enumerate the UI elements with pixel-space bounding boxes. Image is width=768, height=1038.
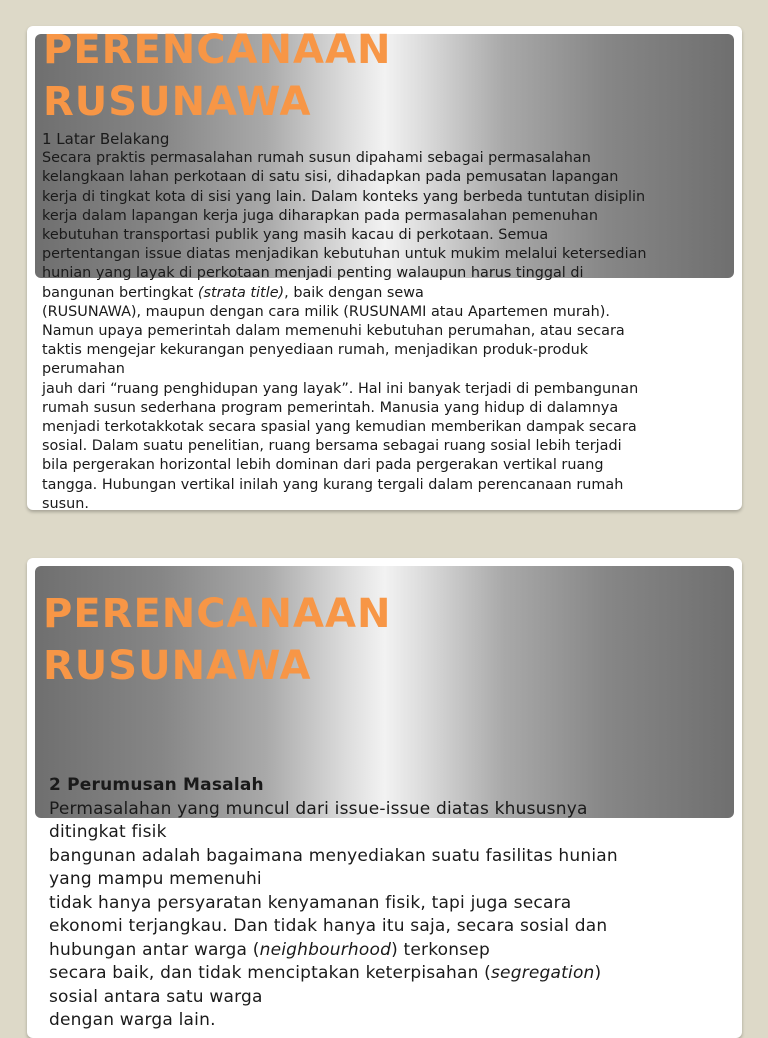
body-line	[49, 939, 730, 963]
italic-term: neighbourhood	[259, 939, 392, 960]
slide-2-body	[49, 774, 730, 1033]
body-text: bangunan bertingkat	[42, 284, 198, 301]
slide-1-title-line-1: PERENCANAAN	[43, 27, 392, 73]
slide-2-title-line-1: PERENCANAAN	[43, 591, 392, 637]
body-line: kerja di tingkat kota di sisi yang lain. Dalam konteks yang berbeda tuntutan disiplin	[42, 188, 646, 205]
body-line: kerja dalam lapangan kerja juga diharapkan pada permasalahan pemenuhan	[42, 207, 598, 224]
body-text: hubungan antar warga (	[49, 939, 260, 960]
body-line: kelangkaan lahan perkotaan di satu sisi, dihadapkan pada pemusatan lapangan	[42, 169, 619, 186]
body-line: sosial. Dalam suatu penelitian, ruang bersama sebagai ruang sosial lebih terjadi	[42, 438, 622, 455]
slide-1	[27, 26, 742, 510]
body-line: tangga. Hubungan vertikal inilah yang kurang tergali dalam perencanaan rumah	[42, 476, 624, 493]
body-line: (RUSUNAWA), maupun dengan cara milik (RUSUNAMI atau Apartemen murah).	[42, 303, 610, 320]
body-line: ditingkat fisik	[49, 822, 167, 842]
body-text: secara baik, dan tidak menciptakan keterpisahan (	[49, 963, 491, 983]
slide-1-body	[42, 130, 730, 510]
body-line: tidak hanya persyaratan kenyamanan fisik, tapi juga secara	[49, 892, 572, 913]
slide-2-title-line-2: RUSUNAWA	[43, 643, 312, 689]
slide-2-title	[43, 588, 391, 692]
body-line: Permasalahan yang muncul dari issue-issue diatas khususnya	[49, 798, 588, 819]
italic-term: segregation	[491, 963, 595, 983]
body-line: dengan warga lain.	[49, 1010, 216, 1030]
body-text: ) terkonsep	[391, 939, 490, 960]
body-line: jauh dari “ruang penghidupan yang layak”. Hal ini banyak terjadi di pembangunan	[42, 380, 639, 397]
slide-1-title	[43, 26, 391, 128]
slide-2	[27, 558, 742, 1038]
body-line: sosial antara satu warga	[49, 986, 263, 1007]
body-line: menjadi terkotakkotak secara spasial yang kemudian memberikan dampak secara	[42, 419, 637, 436]
body-line: bila pergerakan horizontal lebih dominan dari pada pergerakan vertikal ruang	[42, 457, 604, 474]
body-line: Secara praktis permasalahan rumah susun dipahami sebagai permasalahan	[42, 150, 591, 167]
slide-2-heading: 2 Perumusan Masalah	[49, 775, 264, 795]
body-line: ekonomi terjangkau. Dan tidak hanya itu saja, secara sosial dan	[49, 916, 608, 936]
body-line: Namun upaya pemerintah dalam memenuhi kebutuhan perumahan, atau secara	[42, 323, 625, 340]
body-text: )	[594, 963, 602, 983]
body-line: rumah susun sederhana program pemerintah. Manusia yang hidup di dalamnya	[42, 399, 619, 416]
slide-1-heading: 1 Latar Belakang	[42, 130, 170, 148]
body-line: kebutuhan transportasi publik yang masih kacau di perkotaan. Semua	[42, 227, 549, 244]
body-line: yang mampu memenuhi	[49, 869, 262, 889]
body-line: susun.	[42, 495, 89, 510]
body-text: , baik dengan sewa	[284, 284, 424, 301]
slide-1-title-line-2: RUSUNAWA	[43, 79, 312, 125]
body-line: pertentangan issue diatas menjadikan kebutuhan untuk mukim melalui ketersedian	[42, 246, 647, 263]
body-line: taktis mengejar kekurangan penyediaan rumah, menjadikan produk-produk	[42, 342, 589, 359]
italic-term: (strata title)	[197, 284, 285, 301]
body-line: bangunan adalah bagaimana menyediakan suatu fasilitas hunian	[49, 845, 618, 866]
body-line	[49, 962, 730, 986]
body-line: hunian yang layak di perkotaan menjadi penting walaupun harus tinggal di	[42, 265, 584, 282]
body-line	[42, 284, 730, 303]
body-line: perumahan	[42, 361, 125, 378]
